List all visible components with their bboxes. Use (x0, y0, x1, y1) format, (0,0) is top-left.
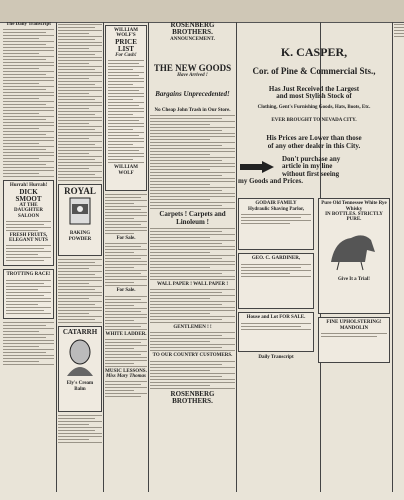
column-7-edge (394, 22, 404, 492)
section-heading: For Sale. (116, 288, 136, 294)
ad-text: without first seeing (282, 169, 340, 178)
text-block (105, 339, 147, 367)
horse-illustration-icon (321, 222, 385, 272)
text-block (105, 381, 147, 397)
ad-title: CATARRH (62, 328, 98, 336)
ad-text: article in my line (282, 162, 333, 171)
house-ad (238, 312, 314, 352)
column-3 (105, 22, 147, 492)
gardiner-ad (238, 253, 314, 309)
trotting-race-ad (3, 269, 54, 318)
upholstering-ad (318, 317, 390, 363)
ad-text: EVER BROUGHT TO NEVADA CITY. (271, 117, 357, 123)
text-block (3, 322, 54, 365)
dick-smoot-ad (3, 180, 54, 266)
text-block (150, 289, 235, 323)
ad-text: MANDOLIN (339, 325, 369, 331)
ad-text: Clothing, Gent's Furnishing Goods, Hats, Boots, Etc. (257, 104, 371, 110)
text-block (105, 296, 147, 330)
text-block (150, 332, 235, 351)
ad-text: DAUGHTER SALOON (14, 208, 43, 219)
ad-title: WALL PAPER ! WALL PAPER ! (157, 281, 228, 287)
ad-title: K. CASPER, (280, 45, 348, 59)
ad-title: Pure Old Tennessee White Rye Whisky (321, 201, 387, 212)
ad-title: GODAIR FAMILY (255, 201, 297, 207)
godair-ad (238, 198, 314, 250)
text-block (150, 361, 235, 389)
ad-text: BAKING POWDER (68, 231, 92, 242)
text-block (150, 228, 235, 280)
ad-title: GENTLEMEN ! ! (173, 325, 212, 331)
column-rule (148, 22, 149, 492)
ad-text: Hydraulic Shaving Parlor, (247, 206, 305, 212)
ad-title: ROSENBERG BROTHERS. (170, 389, 215, 405)
text-block (58, 24, 102, 181)
royal-baking-powder-ad (58, 184, 102, 256)
section-heading: For Sale. (116, 236, 136, 241)
column-rule (392, 22, 393, 492)
column-rule (236, 22, 237, 492)
ad-title: ROSENBERG BROTHERS. (170, 22, 215, 37)
ad-text: Hurrah! Hurrah! (9, 183, 48, 189)
ad-title: Daily Transcript (258, 355, 294, 361)
text-block (58, 259, 102, 323)
column-rule (56, 22, 57, 492)
ad-text: Has Just Received the Largest (268, 85, 360, 94)
ad-title: WILLIAM WOLF'S (114, 28, 138, 39)
ad-title: GEO. C. GARDINER, (251, 256, 301, 262)
ad-text: Cor. of Pine & Commercial Sts., (252, 65, 376, 76)
tennessee-whisky-ad (318, 198, 390, 314)
ad-text: my Goods and Prices. (238, 176, 303, 185)
ad-title: TROTTING RACE! (6, 272, 51, 278)
columns-5-6 (238, 22, 390, 492)
column-rule (103, 22, 104, 492)
ad-title: DICK SMOOT (15, 187, 42, 203)
ad-title: House and Lot FOR SALE. (246, 315, 306, 321)
ad-title: TO OUR COUNTRY CUSTOMERS. (152, 353, 233, 359)
ad-text: WILLIAM WOLF (114, 165, 138, 176)
text-block (105, 243, 147, 286)
ad-text: Give It a Trial! (338, 277, 370, 283)
section-heading: MUSIC LESSONS. (105, 368, 147, 374)
text-block (150, 115, 235, 209)
ad-text: Don't purchase any (282, 154, 341, 163)
catarrh-ad (58, 326, 102, 412)
masthead-strip (0, 0, 404, 23)
ad-title: ROYAL (64, 186, 96, 196)
william-wolf-price-list (105, 25, 147, 191)
pointing-hand-icon (238, 158, 278, 176)
ad-text: For Cash! (115, 53, 137, 59)
ad-title: THE NEW GOODS (153, 62, 232, 73)
pointing-hand-block (238, 156, 390, 178)
ad-text: Have Arrived ! (177, 73, 208, 79)
ad-text: AT THE (19, 203, 38, 209)
column-4 (150, 22, 235, 492)
ad-text: Miss Mary Thomas (105, 374, 146, 379)
text-block (105, 194, 147, 234)
ad-title: Bargains Unprecedented! (155, 89, 230, 98)
ad-title: FINE UPHOLSTERING! (326, 320, 382, 326)
ad-text: ANNOUNCEMENT. (170, 36, 215, 42)
portrait-illustration-icon (61, 336, 99, 376)
text-block (3, 29, 54, 177)
ad-text: FRESH FRUITS, ELEGANT NUTS (9, 232, 48, 244)
column-1 (3, 22, 54, 492)
ad-text: of any other dealer in this City. (267, 141, 361, 150)
ad-text: and most Stylish Stock of (276, 92, 352, 101)
ad-text: Ely's Cream Balm (66, 381, 94, 392)
ad-text: His Prices are Lower than those (266, 134, 362, 143)
column-heading: The Daily Transcript (6, 22, 51, 27)
ad-text: IN BOTTLES. STRICTLY PURE. (325, 211, 383, 223)
column-2 (58, 22, 102, 492)
baking-powder-can-icon (61, 196, 99, 226)
ad-title: PRICE LIST (115, 37, 137, 53)
ad-text: No Cheap John Trash in Our Store. (154, 107, 231, 113)
section-heading: WHITE LADDER. (105, 331, 147, 337)
text-block (58, 415, 102, 443)
ad-title: Carpets ! Carpets and Linoleum ! (159, 210, 226, 226)
